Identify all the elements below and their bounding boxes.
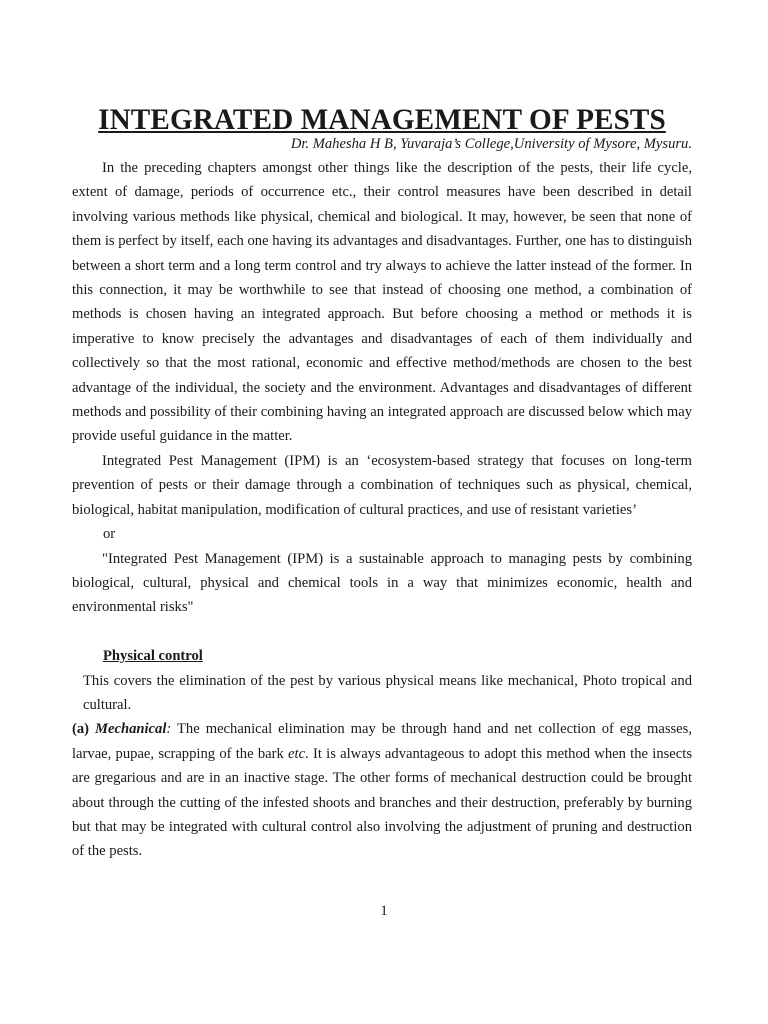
mechanical-label: (a) [72,721,90,738]
mechanical-text-2: . It is always advantageous to adopt this method when the insects are gregarious and are in an inactive stage. The other forms of mechanical destruction could be brought about through the cutting of the infested shoots and branches and their destruction, preferably by burning but that may be integrated with cultural control also involving the adjustment of pruning and destruction of the pests. [72,745,692,860]
mechanical-paragraph [72,717,692,863]
page-number: 1 [380,903,388,919]
document-title: INTEGRATED MANAGEMENT OF PESTS [98,104,666,136]
ipm-definition-2: "Integrated Pest Management (IPM) is a sustainable approach to managing pests by combining biological, cultural, physical and chemical tools in a way that minimizes economic, health and environmental risks" [72,550,692,616]
author-line: Dr. Mahesha H B, Yuvaraja’s College,University of Mysore, Mysuru. [290,136,692,152]
mechanical-text-1: The mechanical elimination may be through hand and net collection of egg masses, larvae, pupae, scrapping of the bark [72,721,692,762]
or-separator: or [103,526,116,543]
document-page [72,104,692,864]
mechanical-term: Mechanical [95,721,167,738]
intro-paragraph: In the preceding chapters amongst other things like the description of the pests, their life cycle, extent of damage, periods of occurrence etc., their control measures have been described in detail involving various methods like physical, chemical and biological. It may, however, be seen that none of them is perfect by itself, each one having its advantages and disadvantages. Further, one has to distinguish between a short term and a long term control and try always to achieve the latter instead of the former. In this connection, it may be worthwhile to see that instead of choosing one method, a combination of methods is chosen having an integrated approach. But before choosing a method or methods it is imperative to know precisely the advantages and disadvantages of each of them individually and collectively so that the most rational, economic and effective method/methods are chosen to the best advantage of the individual, the society and the environment. Advantages and disadvantages of different methods and possibility of their combining having an integrated approach are discussed below which may provide useful guidance in the matter. [72,160,692,445]
mechanical-etc: etc [288,745,306,762]
physical-control-intro: This covers the elimination of the pest by various physical means like mechanical, Photo tropical and cultural. [83,672,692,713]
section-heading-physical-control: Physical control [103,648,203,665]
ipm-definition-1: Integrated Pest Management (IPM) is an ‘ecosystem-based strategy that focuses on long-term prevention of pests or their damage through a combination of techniques such as physical, chemical, biological, habitat manipulation, modification of cultural practices, and use of resistant varieties’ [72,452,692,518]
mechanical-colon: : [166,721,172,738]
blank-line [72,620,692,644]
